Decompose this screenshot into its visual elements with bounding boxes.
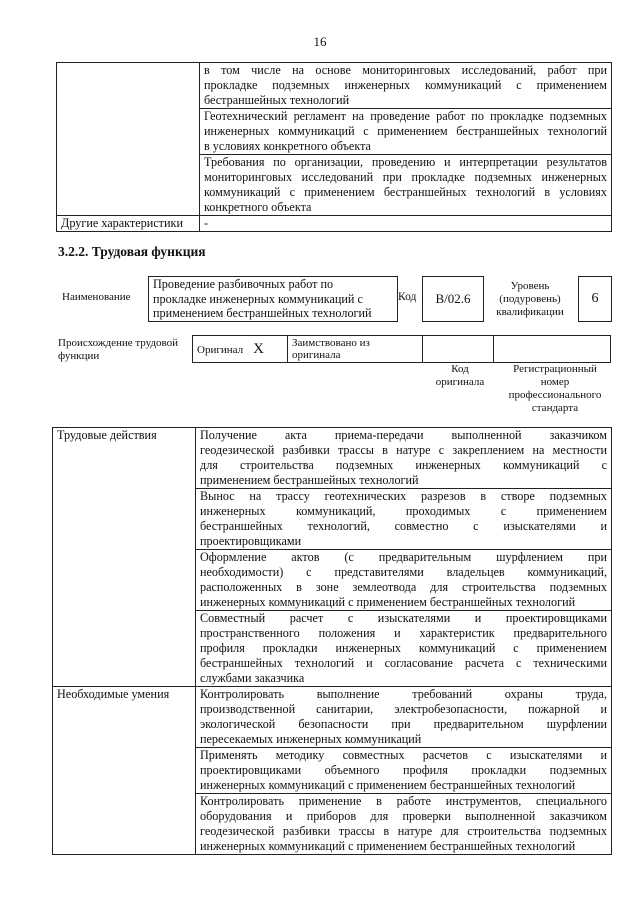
content-line: Совместный расчет с изыскателями и проектировщиками bbox=[200, 611, 607, 625]
code-value: B/02.6 bbox=[435, 291, 471, 306]
content-line: Получение акта приема-передачи выполненной заказчиком bbox=[200, 428, 607, 442]
content-line: - bbox=[204, 216, 209, 230]
function-name-line: применением бестраншейных технологий bbox=[153, 306, 372, 320]
table-row bbox=[53, 687, 612, 748]
page-number: 16 bbox=[313, 34, 327, 49]
content-line: бестраншейных технологий и согласование расчета с техническими bbox=[200, 656, 607, 670]
caption-line: Регистрационный bbox=[513, 363, 597, 375]
content-line: применением бестраншейных технологий bbox=[200, 473, 419, 487]
registration-number-cell bbox=[494, 336, 611, 363]
level-label-line: квалификации bbox=[496, 306, 564, 318]
table-row bbox=[57, 216, 612, 232]
row-content bbox=[200, 109, 612, 155]
caption-line: стандарта bbox=[531, 402, 579, 414]
content-line: Вынос на трассу геотехнических разрезов в створе подземных bbox=[200, 489, 607, 503]
function-name-line: прокладке инженерных коммуникаций с bbox=[153, 291, 363, 306]
content-line: профиля прокладки инженерных коммуникаций с применением bbox=[200, 641, 607, 655]
caption-line: профессионального bbox=[508, 389, 602, 401]
content-line: коммуникаций с применением бестраншейных технологий в условиях bbox=[204, 185, 607, 199]
original-code-caption bbox=[428, 363, 492, 389]
row-content bbox=[200, 63, 612, 109]
requirements-table-continued bbox=[56, 62, 612, 232]
table-row bbox=[57, 63, 612, 109]
content-line: Применять методику совместных расчетов с изыскателями и bbox=[200, 748, 607, 762]
row-content bbox=[196, 428, 612, 489]
section-heading: 3.2.2. Трудовая функция bbox=[58, 244, 206, 259]
content-line: производственной санитарии, электробезопасности, пожарной и bbox=[200, 702, 607, 716]
content-line: инженерных коммуникаций с применением бестраншейных технологий bbox=[200, 595, 576, 609]
content-line: мониторинговых исследований при прокладке подземных инженерных bbox=[204, 170, 607, 184]
code-value-box bbox=[422, 276, 484, 322]
original-cell bbox=[193, 336, 288, 363]
row-content bbox=[196, 748, 612, 794]
borrowed-cell bbox=[288, 336, 423, 363]
content-line: инженерных коммуникаций с применением бестраншейных технологий bbox=[204, 124, 607, 138]
row-content bbox=[200, 155, 612, 216]
row-content bbox=[200, 216, 612, 232]
content-line: инженерных коммуникаций, проходимых с применением bbox=[200, 504, 607, 518]
row-label: Другие характеристики bbox=[57, 216, 200, 232]
original-mark: X bbox=[253, 340, 264, 357]
level-label-line: Уровень bbox=[510, 280, 550, 292]
row-label bbox=[57, 63, 200, 216]
content-line: Требования по организации, проведению и интерпретации результатов bbox=[204, 155, 607, 169]
origin-label-line: Происхождение трудовой bbox=[58, 337, 179, 349]
original-code-cell bbox=[423, 336, 494, 363]
content-line: геодезической разбивки трассы в натуре для строительства подземных bbox=[200, 824, 607, 838]
content-line: Контролировать применение в работе инструментов, специального bbox=[200, 794, 607, 808]
content-line: необходимости) с представителями владельцев коммуникаций, bbox=[200, 565, 607, 579]
origin-label bbox=[58, 337, 186, 363]
table-row bbox=[53, 428, 612, 489]
row-content bbox=[196, 550, 612, 611]
origin-table bbox=[192, 335, 611, 363]
content-line: конкретного объекта bbox=[204, 200, 312, 214]
caption-line: Код bbox=[451, 363, 469, 375]
content-line: Контролировать выполнение требований охраны труда, bbox=[200, 687, 607, 701]
code-label: Код bbox=[398, 291, 417, 303]
content-line: инженерных коммуникаций с применением бестраншейных технологий bbox=[200, 839, 576, 853]
content-line: в условиях конкретного объекта bbox=[204, 139, 371, 153]
content-line: Геотехнический регламент на проведение работ по прокладке подземных bbox=[204, 109, 607, 123]
function-name-box bbox=[148, 276, 398, 322]
caption-line: номер bbox=[540, 376, 570, 388]
content-line: экологической безопасности при предварительном шурфлении bbox=[200, 717, 607, 731]
content-line: для строительства подземных инженерных коммуникаций с bbox=[200, 458, 607, 472]
original-label: Оригинал bbox=[197, 343, 244, 356]
qualification-level-value: 6 bbox=[591, 291, 599, 306]
level-label-line: (подуровень) bbox=[499, 293, 561, 305]
content-line: бестраншейных технологий, совместно с изыскателями и bbox=[200, 519, 607, 533]
name-label: Наименование bbox=[62, 291, 131, 303]
content-line: пространственного положения и характеристик предварительного bbox=[200, 626, 607, 640]
caption-line: оригинала bbox=[435, 376, 485, 388]
content-line: проектировщиками объемного профиля прокладки подземных bbox=[200, 763, 607, 777]
content-line: инженерных коммуникаций с применением бестраншейных технологий bbox=[200, 778, 576, 792]
borrowed-label-line: Заимствовано из bbox=[292, 337, 370, 349]
row-content bbox=[196, 794, 612, 855]
content-line: в том числе на основе мониторинговых исследований, работ при bbox=[204, 63, 607, 77]
origin-label-line: функции bbox=[58, 350, 100, 362]
row-content bbox=[196, 611, 612, 687]
content-line: службами заказчика bbox=[200, 671, 305, 685]
function-name-line: Проведение разбивочных работ по bbox=[153, 277, 334, 291]
qualification-level-label bbox=[490, 280, 570, 319]
content-line: оборудования и приборов для проверки выполненной заказчиком bbox=[200, 809, 607, 823]
qualification-level-box bbox=[578, 276, 612, 322]
content-line: Оформление актов (с предварительным шурфлением при bbox=[200, 550, 607, 564]
content-line: геодезической разбивки трассы в натуре с закреплением на местности bbox=[200, 443, 607, 457]
content-line: расположенных в зоне землеотвода для строительства подземных bbox=[200, 580, 607, 594]
content-line: прокладке подземных инженерных коммуникаций с применением bbox=[204, 78, 607, 92]
row-content bbox=[196, 687, 612, 748]
labor-function-table bbox=[52, 427, 612, 855]
content-line: пересекаемых инженерных коммуникаций bbox=[200, 732, 422, 746]
content-line: проектировщиками bbox=[200, 534, 302, 548]
row-label: Трудовые действия bbox=[53, 428, 196, 687]
row-content bbox=[196, 489, 612, 550]
borrowed-label-line: оригинала bbox=[292, 349, 341, 361]
content-line: бестраншейных технологий bbox=[204, 93, 350, 107]
row-label: Необходимые умения bbox=[53, 687, 196, 855]
registration-number-caption bbox=[498, 363, 612, 415]
